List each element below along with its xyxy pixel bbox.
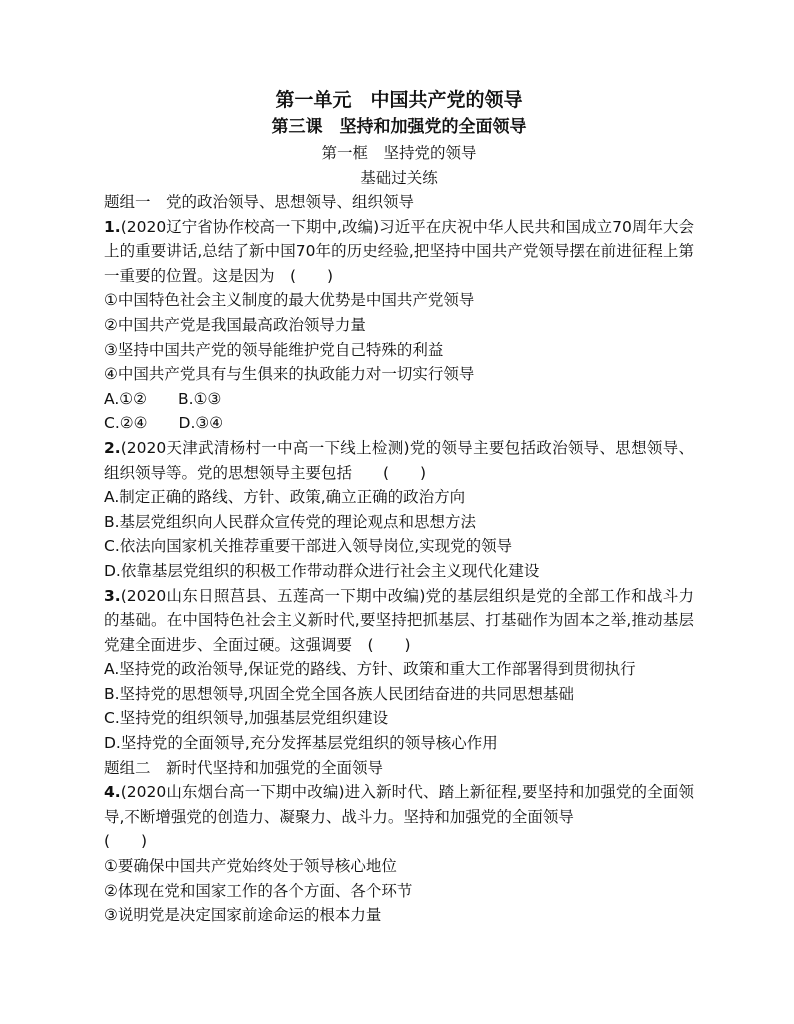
option: D.坚持党的全面领导,充分发挥基层党组织的领导核心作用: [104, 734, 498, 753]
list-item: ②中国共产党是我国最高政治领导力量: [104, 315, 366, 334]
question-stem: (2020山东烟台高一下期中改编)进入新时代、踏上新征程,要坚持和加强党的全面领导,不断增强党的创造力、凝聚力、战斗力。坚持和加强党的全面领导: [104, 783, 694, 826]
option: D.依靠基层党组织的积极工作带动群众进行社会主义现代化建设: [104, 561, 540, 580]
list-item: ③坚持中国共产党的领导能维护党自己特殊的利益: [104, 340, 444, 359]
question-number: 4.: [104, 783, 121, 802]
frame-title: 第一框 坚持党的领导: [321, 144, 477, 162]
question-number: 3.: [104, 586, 121, 605]
question-4: [104, 780, 694, 829]
question-number: 2.: [104, 438, 121, 457]
list-item: ②体现在党和国家工作的各个方面、各个环节: [104, 881, 413, 900]
list-item: ①中国特色社会主义制度的最大优势是中国共产党领导: [104, 291, 475, 310]
document-page: [104, 86, 694, 928]
section-title: 基础过关练: [360, 169, 438, 187]
list-item: ④中国共产党具有与生俱来的执政能力对一切实行领导: [104, 365, 475, 384]
question-stem: (2020山东日照莒县、五莲高一下期中改编)党的基层组织是党的全部工作和战斗力的基础。在中国特色社会主义新时代,要坚持把抓基层、打基础作为固本之举,推动基层党建全面进步、全面过硬。这强调要 ( ): [104, 586, 694, 654]
answer-bracket: ( ): [104, 832, 148, 851]
option: A.坚持党的政治领导,保证党的路线、方针、政策和重大工作部署得到贯彻执行: [104, 660, 636, 679]
question-2: [104, 436, 694, 485]
option: A.制定正确的路线、方针、政策,确立正确的政治方向: [104, 488, 466, 507]
option: C.依法向国家机关推荐重要干部进入领导岗位,实现党的领导: [104, 537, 513, 556]
group-heading-1: 题组一 党的政治领导、思想领导、组织领导: [104, 193, 415, 211]
group-heading-2: 题组二 新时代坚持和加强党的全面领导: [104, 758, 384, 777]
list-item: ③说明党是决定国家前途命运的根本力量: [104, 906, 382, 925]
option: C.坚持党的组织领导,加强基层党组织建设: [104, 709, 389, 728]
question-number: 1.: [104, 217, 121, 236]
options-row: C.②④ D.③④: [104, 414, 224, 433]
question-stem: (2020天津武清杨村一中高一下线上检测)党的领导主要包括政治领导、思想领导、组织领导等。党的思想领导主要包括 ( ): [104, 438, 694, 482]
question-stem: (2020辽宁省协作校高一下期中,改编)习近平在庆祝中华人民共和国成立70周年大会上的重要讲话,总结了新中国70年的历史经验,把坚持中国共产党领导摆在前进征程上第一重要的位置。这是因为 ( ): [104, 217, 694, 285]
question-1: [104, 215, 694, 289]
lesson-title: 第三课 坚持和加强党的全面领导: [271, 117, 527, 137]
unit-title: 第一单元 中国共产党的领导: [275, 89, 523, 111]
list-item: ①要确保中国共产党始终处于领导核心地位: [104, 857, 397, 876]
option: B.坚持党的思想领导,巩固全党全国各族人民团结奋进的共同思想基础: [104, 684, 574, 703]
question-3: [104, 584, 694, 658]
options-row: A.①② B.①③: [104, 389, 222, 408]
option: B.基层党组织向人民群众宣传党的理论观点和思想方法: [104, 512, 477, 531]
